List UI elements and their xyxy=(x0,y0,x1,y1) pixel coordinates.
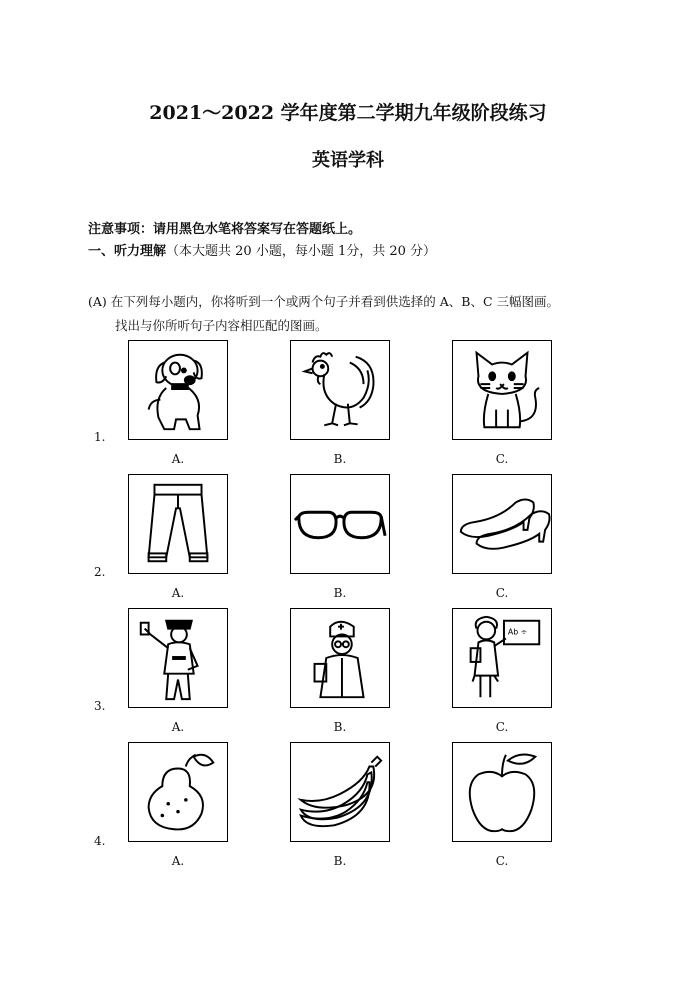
shoes-icon xyxy=(453,475,551,573)
option-label: B. xyxy=(333,720,347,734)
teacher-icon xyxy=(453,609,551,707)
option-image-glasses[interactable] xyxy=(290,474,390,574)
instruction-line-2: 找出与你所听句子内容相匹配的图画。 xyxy=(115,318,328,333)
svg-text:Ab ÷: Ab ÷ xyxy=(507,627,528,637)
page-title: 2021～2022 学年度第二学期九年级阶段练习 xyxy=(149,102,547,124)
option-label: C. xyxy=(495,586,509,600)
option-image-dog[interactable] xyxy=(128,340,228,440)
glasses-icon xyxy=(291,475,389,573)
option-image-cat[interactable] xyxy=(452,340,552,440)
option-image-teacher[interactable] xyxy=(452,608,552,708)
option-image-apple[interactable] xyxy=(452,742,552,842)
pants-icon xyxy=(129,475,227,573)
option-label: B. xyxy=(333,854,347,868)
apple-icon xyxy=(453,743,551,841)
section-detail: （本大题共 20 小题，每小题 1分，共 20 分） xyxy=(166,244,437,259)
option-image-policeman[interactable] xyxy=(128,608,228,708)
pear-icon xyxy=(129,743,227,841)
instruction-line-1: (A) 在下列每小题内，你将听到一个或两个句子并看到供选择的 A、B、C 三幅图画。 xyxy=(88,294,559,309)
section-title: 一、听力理解 xyxy=(88,244,167,259)
notice-text: 注意事项：请用黑色水笔将答案写在答题纸上。 xyxy=(88,222,362,237)
question-number: 4. xyxy=(94,834,106,848)
option-label: B. xyxy=(333,452,347,466)
option-image-bananas[interactable] xyxy=(290,742,390,842)
option-image-shoes[interactable] xyxy=(452,474,552,574)
doctor-icon xyxy=(291,609,389,707)
option-label: C. xyxy=(495,720,509,734)
option-label: C. xyxy=(495,854,509,868)
question-number: 2. xyxy=(94,565,106,579)
option-label: C. xyxy=(495,452,509,466)
cat-icon xyxy=(453,341,551,439)
option-label: A. xyxy=(171,720,185,734)
option-image-pear[interactable] xyxy=(128,742,228,842)
option-label: A. xyxy=(171,452,185,466)
option-label: A. xyxy=(171,586,185,600)
option-image-rooster[interactable] xyxy=(290,340,390,440)
policeman-icon xyxy=(129,609,227,707)
question-number: 3. xyxy=(94,699,106,713)
dog-icon xyxy=(129,341,227,439)
question-number: 1. xyxy=(94,430,106,444)
section-heading xyxy=(88,240,436,259)
bananas-icon xyxy=(291,743,389,841)
option-image-pants[interactable] xyxy=(128,474,228,574)
page-subtitle: 英语学科 xyxy=(312,150,384,171)
option-label: B. xyxy=(333,586,347,600)
option-label: A. xyxy=(171,854,185,868)
option-image-doctor[interactable] xyxy=(290,608,390,708)
rooster-icon xyxy=(291,341,389,439)
